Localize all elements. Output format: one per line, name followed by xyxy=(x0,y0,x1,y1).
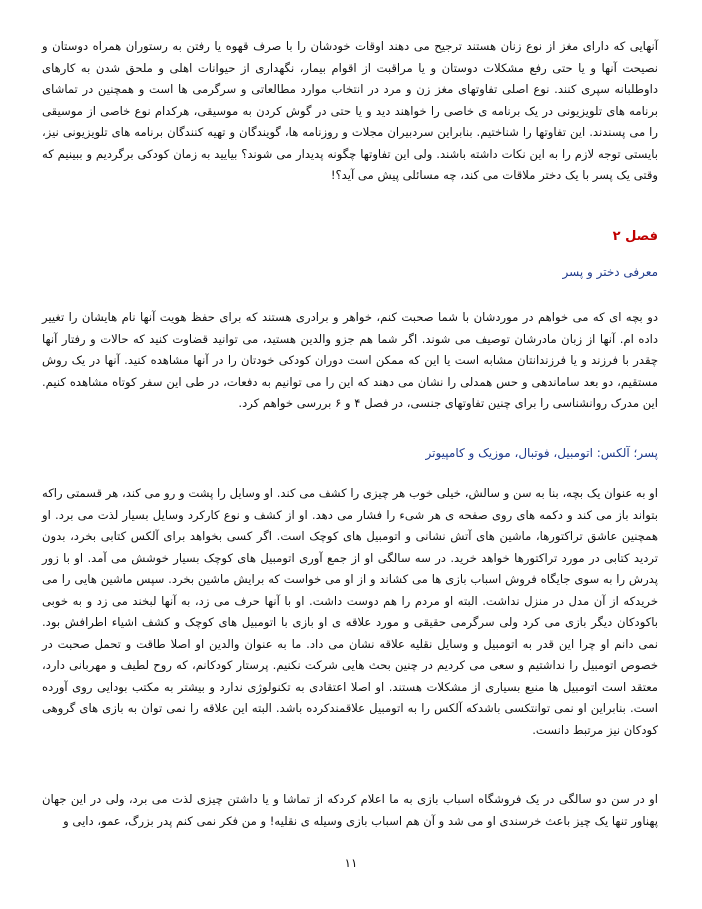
body-paragraph: آنهایی که دارای مغز از نوع زنان هستند ترجیح می دهند اوقات خودشان را با صرف قهوه یا رفتن به رستوران همراه دوستان و نصیحت آنها و یا حتی رفع مشکلات دوستان و یا مراقبت از اقوام بیمار، نگهداری از حیوانات اهلی و ملحق شدن به کارهای داوطلبانه سپری کنند. نوع اصلی تفاوتهای مغز زن و مرد در انتخاب موارد مطالعاتی و سرگرمی ها است و همچنین در تماشای برنامه های تلویزیونی در یک برنامه ی خاصی را خواهند دید و یا حتی در گوش کردن به موسیقی، هرکدام نوع خاصی از موسیقی را می پسندند. این تفاوتها را شناختیم. بنابراین سردبیران مجلات و روزنامه ها، گویندگان و تهیه کنندگان برنامه های تلویزیونی نیز، بایستی توجه لازم را به این نکات داشته باشند. ولی این تفاوتها چگونه پدیدار می شوند؟ بیایید به زمان کودکی برگردیم و ببینیم که وقتی یک پسر با یک دختر ملاقات می کند، چه مسائلی پیش می آید؟! xyxy=(42,39,658,182)
subsection-heading: پسر؛ آلکس: اتومبیل، فوتبال، موزیک و کامپیوتر xyxy=(425,446,658,460)
body-paragraph: او در سن دو سالگی در یک فروشگاه اسباب بازی به ما اعلام کردکه از تماشا و یا داشتن چیزی لذت می برد، ولی در این جهان پهناور تنها یک چیز باعث خرسندی او می شد و آن هم اسباب بازی وسیله ی نقلیه! و من فکر نمی کنم پدر بزرگ، عمو، دایی و xyxy=(42,792,658,828)
chapter-heading: فصل ۲ xyxy=(612,229,658,244)
page-number: ۱۱ xyxy=(344,856,358,870)
body-paragraph: دو بچه ای که می خواهم در موردشان با شما صحبت کنم، خواهر و برادری هستند که برای حفظ هویت آنها نام هایشان را تغییر داده ام. آنها از زبان مادرشان توصیف می شوند. اگر شما هم جزو والدین هستید، می توانید قضاوت کنید که حالات و رفتار آنها چقدر با فرزند و یا فرزندانتان مشابه است یا این که ممکن است دوران کودکی خودتان را در آنها مشاهده کنید. آنها در یک روش مستقیم، دو بعد ساماندهی و حس همدلی را نشان می دهند که این را می توانیم به دفعات، در طی این سفر کوتاه مشاهده کنیم. این مدرک روانشناسی را برای چنین تفاوتهای جنسی، در فصل ۴ و ۶ بررسی خواهم کرد. xyxy=(42,310,658,410)
section-heading: معرفی دختر و پسر xyxy=(562,265,658,279)
body-paragraph: او به عنوان یک بچه، بنا به سن و سالش، خیلی خوب هر چیزی را کشف می کند. او وسایل را پشت و رو می کند، هر قسمتی راکه بتواند باز می کند و دکمه های روی صفحه ی هر شیء را فشار می دهد. او از کشف و نوع کارکرد وسایل بسیار لذت می برد. او همچنین عاشق تراکتورها، ماشین های آتش نشانی و اتومبیل های کوچک است. اگر کسی بخواهد برای آلکس کتابی بخرد، بدون تردید کتابی در مورد تراکتورها خواهد خرید. در سه سالگی او از جمع آوری اتومبیل های کوچک بسیار خوشش می آمد. او با زور پدرش را به سوی جایگاه فروش اسباب بازی ها می کشاند و از او می خواست که برایش ماشین بخرد. سپس ماشین هایی را می خریدکه از آن مدل در منزل نداشت. البته او مردم را هم دوست داشت. او با آنها حرف می زد، به آنها لبخند می زد و به خوبی باکودکان دیگر بازی می کرد ولی سرگرمی حقیقی و مورد علاقه ی او بازی با اتومبیل های کوچک و کشف اشیاء اطرافش بود. نمی دانم او چرا این قدر به اتومبیل و وسایل نقلیه علاقه نشان می داد. ما به عنوان والدین او اصلا طاقت و تحمل صحبت در خصوص اتومبیل را نداشتیم و سعی می کردیم در چنین بحث هایی شرکت نکنیم. پرستار کودکانم، که روح لطیف و مهربانی دارد، معتقد است اتومبیل ها منبع بسیاری از مشکلات هستند. او اصلا اعتقادی به تکنولوژی ندارد و بیشتر به مکتب بودایی روی آورده است. بنابراین او نمی توانتکسی باشدکه آلکس را به اتومبیل علاقمندکرده باشد. البته این علاقه را نمی توان به بازی های گروهی کودکان نیز مرتبط دانست. xyxy=(42,486,658,737)
